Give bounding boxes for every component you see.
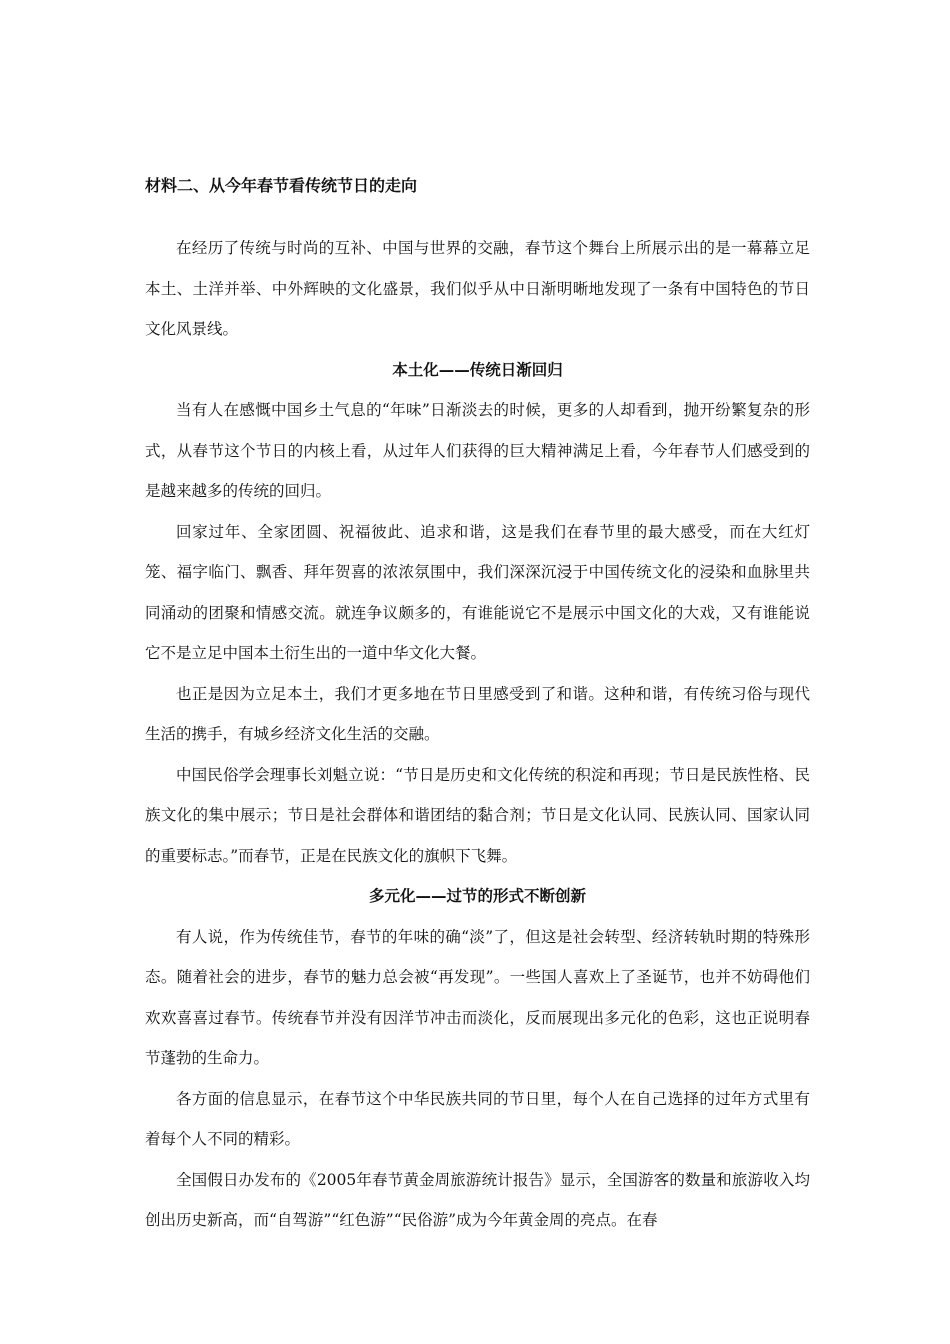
document-body — [145, 228, 810, 1241]
section-heading-diversification: 多元化——过节的形式不断创新 — [368, 887, 586, 905]
material-title: 材料二、从今年春节看传统节日的走向 — [145, 176, 418, 195]
paragraph: 有人说，作为传统佳节，春节的年味的确“淡”了，但这是社会转型、经济转轨时期的特殊形态。随着社会的进步，春节的魅力总会被“再发现”。一些国人喜欢上了圣诞节，也并不妨碍他们欢欢喜喜过春节。传统春节并没有因洋节冲击而淡化，反而展现出多元化的色彩，这也正说明春节蓬勃的生命力。 — [145, 927, 810, 1067]
paragraph: 中国民俗学会理事长刘魁立说：“节日是历史和文化传统的积淀和再现；节日是民族性格、民族文化的集中展示；节日是社会群体和谐团结的黏合剂；节日是文化认同、民族认同、国家认同的重要标志。”而春节，正是在民族文化的旗帜下飞舞。 — [145, 765, 810, 865]
paragraph: 全国假日办发布的《2005年春节黄金周旅游统计报告》显示，全国游客的数量和旅游收入均创出历史新高，而“自驾游”“红色游”“民俗游”成为今年黄金周的亮点。在春 — [145, 1170, 810, 1229]
paragraph: 当有人在感慨中国乡土气息的“年味”日渐淡去的时候，更多的人却看到，抛开纷繁复杂的形式，从春节这个节日的内核上看，从过年人们获得的巨大精神满足上看，今年春节人们感受到的是越来越多的传统的回归。 — [145, 401, 810, 500]
document-page — [145, 0, 810, 1344]
section-heading-localization: 本土化——传统日渐回归 — [392, 360, 563, 379]
paragraph: 回家过年、全家团圆、祝福彼此、追求和谐，这是我们在春节里的最大感受，而在大红灯笼、福字临门、飘香、拜年贺喜的浓浓氛围中，我们深深沉浸于中国传统文化的浸染和血脉里共同涌动的团聚和情感交流。就连争议颇多的，有谁能说它不是展示中国文化的大戏，又有谁能说它不是立足中国本土衍生出的一道中华文化大餐。 — [145, 522, 810, 662]
paragraph: 各方面的信息显示，在春节这个中华民族共同的节日里，每个人在自己选择的过年方式里有着每个人不同的精彩。 — [145, 1089, 810, 1148]
paragraph: 也正是因为立足本土，我们才更多地在节日里感受到了和谐。这种和谐，有传统习俗与现代生活的携手，有城乡经济文化生活的交融。 — [145, 684, 810, 743]
intro-paragraph: 在经历了传统与时尚的互补、中国与世界的交融，春节这个舞台上所展示出的是一幕幕立足本土、土洋并举、中外辉映的文化盛景，我们似乎从中日渐明晰地发现了一条有中国特色的节日文化风景线。 — [145, 239, 810, 338]
